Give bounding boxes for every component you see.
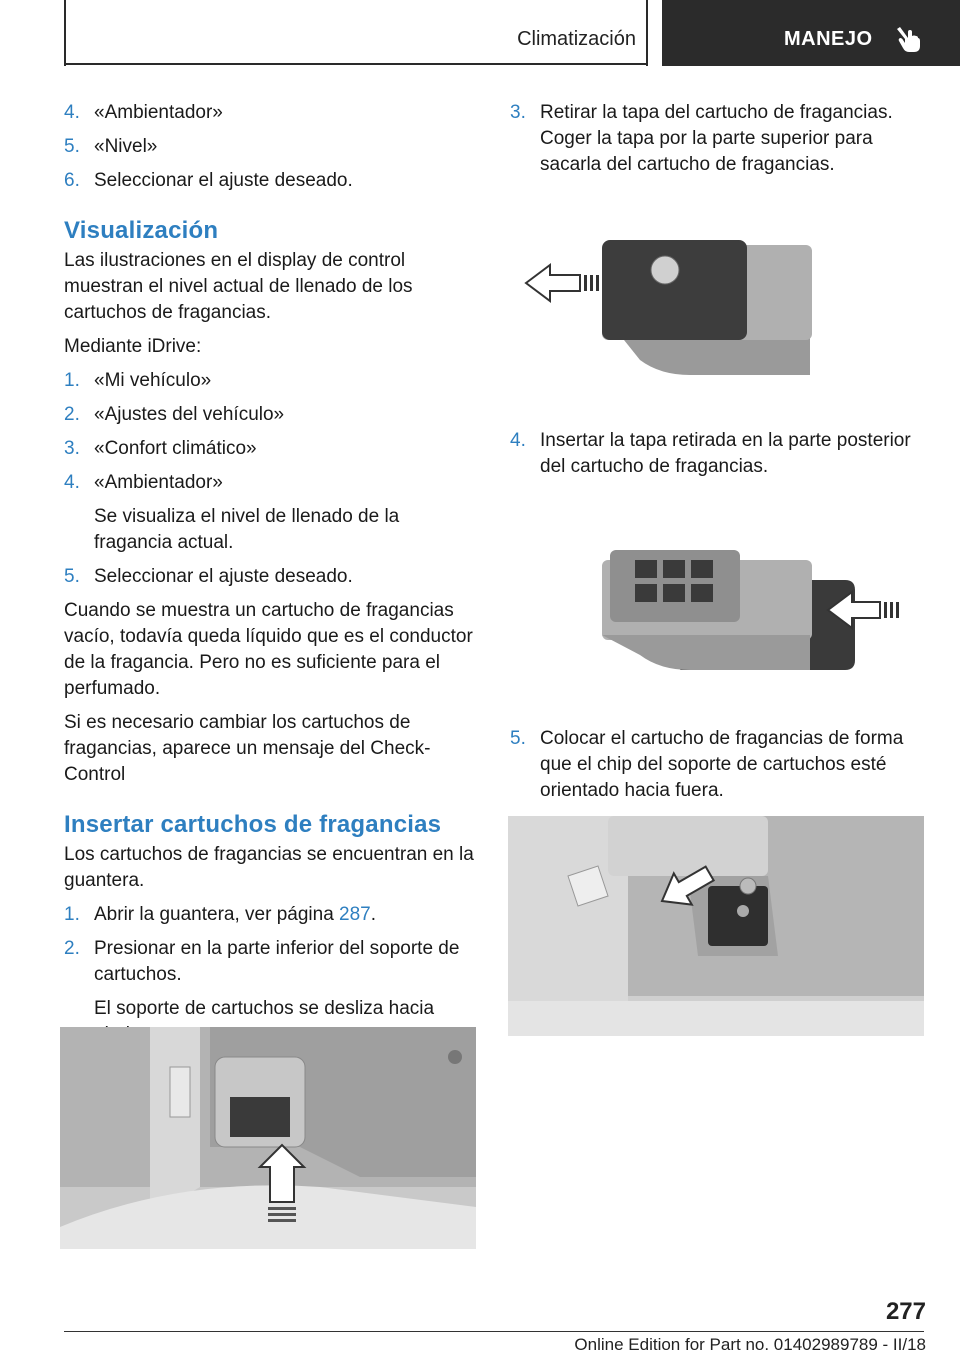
step-number: 5.: [64, 566, 80, 587]
right-step4: [510, 428, 926, 488]
step-number: 2.: [64, 404, 80, 425]
step-number: 4.: [510, 430, 526, 451]
step-number: 4.: [64, 102, 80, 123]
list-item: [64, 902, 480, 928]
chapter-tab[interactable]: [662, 0, 960, 66]
left-column: [64, 100, 480, 1056]
paragraph: Si es necesario cambiar los cartuchos de fragancias, aparece un mensaje del Check-Control: [64, 712, 431, 785]
step-number: 5.: [510, 728, 526, 749]
steps-b: [64, 368, 480, 496]
paragraph: Mediante iDrive:: [64, 336, 202, 357]
list-item: [64, 564, 480, 590]
step-number: 3.: [510, 102, 526, 123]
step-text: «Confort climático»: [94, 438, 257, 459]
steps-right-a: [510, 100, 926, 178]
step-number: 6.: [64, 170, 80, 191]
list-item: [510, 726, 926, 804]
footer-rule: [64, 1331, 924, 1332]
heading-visualizacion: Visualización: [64, 217, 219, 244]
remove-cap-illustration: [510, 225, 926, 385]
step-text: Colocar el cartucho de fragancias de forma que el chip del soporte de cartuchos esté orientado hacia fuera.: [540, 728, 904, 801]
step-text: «Nivel»: [94, 136, 158, 157]
steps-b-cont: [64, 564, 480, 590]
place-cartridge-illustration: [508, 816, 924, 1036]
heading-insertar: Insertar cartuchos de fragancias: [64, 811, 442, 838]
header-left-rule: [64, 0, 66, 66]
step-text: [94, 902, 480, 928]
list-item: [510, 428, 926, 480]
step-number: 1.: [64, 370, 80, 391]
step-note: El soporte de cartuchos se desliza hacia: [94, 998, 435, 1019]
list-item: [64, 402, 480, 428]
list-item: [64, 100, 480, 126]
steps-right-b: [510, 428, 926, 480]
edition-info: Online Edition for Part no. 01402989789 - II/18: [574, 1335, 926, 1354]
step-number: 3.: [64, 438, 80, 459]
paragraph: Cuando se muestra un cartucho de fragancias vacío, todavía queda líquido que es el conductor de la fragancia. Pero no es suficiente para el perfumado.: [64, 600, 473, 699]
step-text: Insertar la tapa retirada en la parte posterior del cartucho de fragancias.: [540, 430, 911, 477]
step-text-end: .: [370, 904, 377, 925]
step-number: 5.: [64, 136, 80, 157]
paragraph: Las ilustraciones en el display de control muestran el nivel actual de llenado de los cartuchos de fragancias.: [64, 250, 413, 323]
header-bottom-rule: [64, 63, 648, 65]
header-divider: [646, 0, 648, 66]
glovebox-press-illustration: [60, 1027, 476, 1249]
steps-c: [64, 902, 480, 988]
step-number: 2.: [64, 938, 80, 959]
steps-a: [64, 100, 480, 194]
step-number: 4.: [64, 472, 80, 493]
pointing-hand-icon: [894, 24, 924, 54]
right-step5: [510, 726, 926, 812]
right-column: [510, 100, 926, 186]
list-item: [64, 470, 480, 496]
step-text: Seleccionar el ajuste deseado.: [94, 170, 353, 191]
page-number: 277: [885, 1298, 926, 1325]
list-item: [64, 936, 480, 988]
paragraph: Los cartuchos de fragancias se encuentran en la guantera.: [64, 844, 474, 891]
list-item: [64, 134, 480, 160]
step-text-main: Abrir la guantera, ver página: [94, 904, 340, 925]
page-reference-link[interactable]: 287: [339, 904, 371, 925]
list-item: [64, 368, 480, 394]
step-number: 1.: [64, 904, 80, 925]
step-text: Presionar en la parte inferior del soporte de cartuchos.: [94, 938, 460, 985]
list-item: [64, 168, 480, 194]
chapter-label: MANEJO: [784, 28, 873, 50]
insert-cap-illustration: [510, 530, 926, 680]
list-item: [510, 100, 926, 178]
step-text: «Ambientador»: [94, 102, 223, 123]
step-text: «Ambientador»: [94, 472, 223, 493]
step-text: «Mi vehículo»: [94, 370, 212, 391]
step-text: «Ajustes del vehículo»: [94, 404, 285, 425]
steps-right-c: [510, 726, 926, 804]
step-text: Retirar la tapa del cartucho de fragancias. Coger la tapa por la parte superior para sacarla del cartucho de fragancias.: [540, 102, 893, 175]
step-note: Se visualiza el nivel de llenado de la fragancia actual.: [94, 506, 400, 553]
list-item: [64, 436, 480, 462]
section-title: Climatización: [517, 28, 636, 50]
step-text: Seleccionar el ajuste deseado.: [94, 566, 353, 587]
